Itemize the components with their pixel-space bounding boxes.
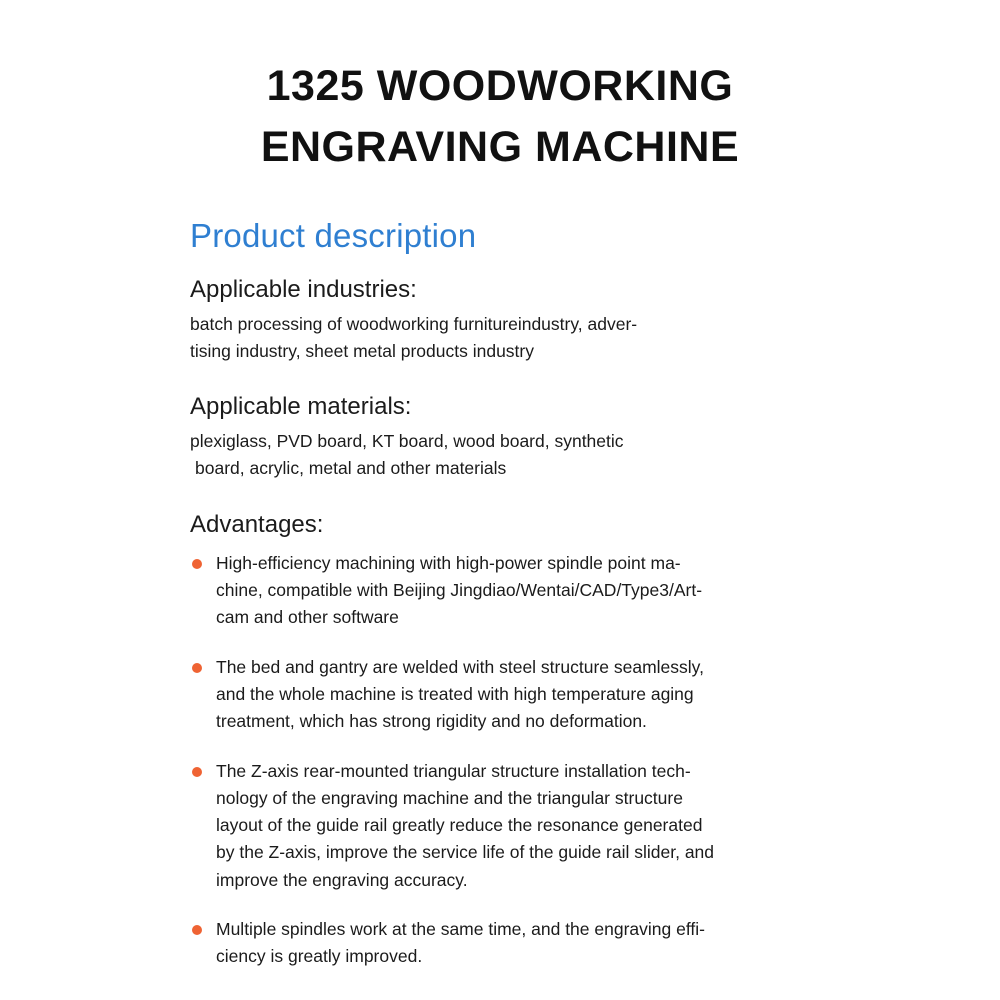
list-item: [190, 654, 781, 736]
text-line: cam and other software: [216, 607, 399, 628]
paragraph-applicable-materials: [190, 428, 750, 482]
text-line: chine, compatible with Beijing Jingdiao/Wentai/CAD/Type3/Art-: [216, 580, 703, 601]
text-line: The Z-axis rear-mounted triangular structure installation tech-: [216, 760, 691, 781]
content-column: [190, 216, 810, 971]
list-item: [190, 916, 781, 971]
list-item: [190, 758, 781, 894]
text-line: layout of the guide rail greatly reduce the resonance generated: [216, 815, 703, 836]
text-line: by the Z-axis, improve the service life of the guide rail slider, and: [216, 842, 715, 863]
text-line: The bed and gantry are welded with steel structure seamlessly,: [216, 656, 704, 677]
sub-heading-applicable-materials: Applicable materials:: [190, 393, 412, 421]
section-applicable-materials: [190, 391, 810, 482]
title-line-1: 1325 WOODWORKING: [266, 62, 734, 110]
advantages-list: [190, 550, 810, 971]
text-line: tising industry, sheet metal products industry: [190, 341, 535, 361]
paragraph-applicable-industries: [190, 311, 750, 365]
text-line: and the whole machine is treated with high temperature aging: [216, 683, 694, 704]
text-line: ciency is greatly improved.: [216, 946, 423, 967]
bullet-dot-icon: [192, 925, 202, 935]
sub-heading-applicable-industries: Applicable industries:: [190, 275, 417, 303]
bullet-dot-icon: [192, 767, 202, 777]
text-line: batch processing of woodworking furnitureindustry, adver-: [190, 313, 638, 334]
text-line: improve the engraving accuracy.: [216, 869, 468, 890]
text-line: High-efficiency machining with high-power spindle point ma-: [216, 552, 681, 573]
section-applicable-industries: [190, 274, 810, 365]
text-line: treatment, which has strong rigidity and no deformation.: [216, 711, 647, 732]
text-line: nology of the engraving machine and the triangular structure: [216, 787, 683, 808]
bullet-dot-icon: [192, 663, 202, 673]
section-advantages: [190, 509, 810, 971]
text-line: board, acrylic, metal and other materials: [195, 458, 507, 479]
section-heading-product-description: Product description: [190, 217, 477, 255]
text-line: plexiglass, PVD board, KT board, wood board, synthetic: [190, 431, 624, 452]
list-item: [190, 550, 781, 632]
title-line-2: ENGRAVING MACHINE: [260, 123, 740, 172]
sub-heading-advantages: Advantages:: [190, 510, 324, 538]
bullet-dot-icon: [192, 559, 202, 569]
page-title: [120, 40, 880, 178]
text-line: Multiple spindles work at the same time, and the engraving effi-: [216, 919, 705, 940]
